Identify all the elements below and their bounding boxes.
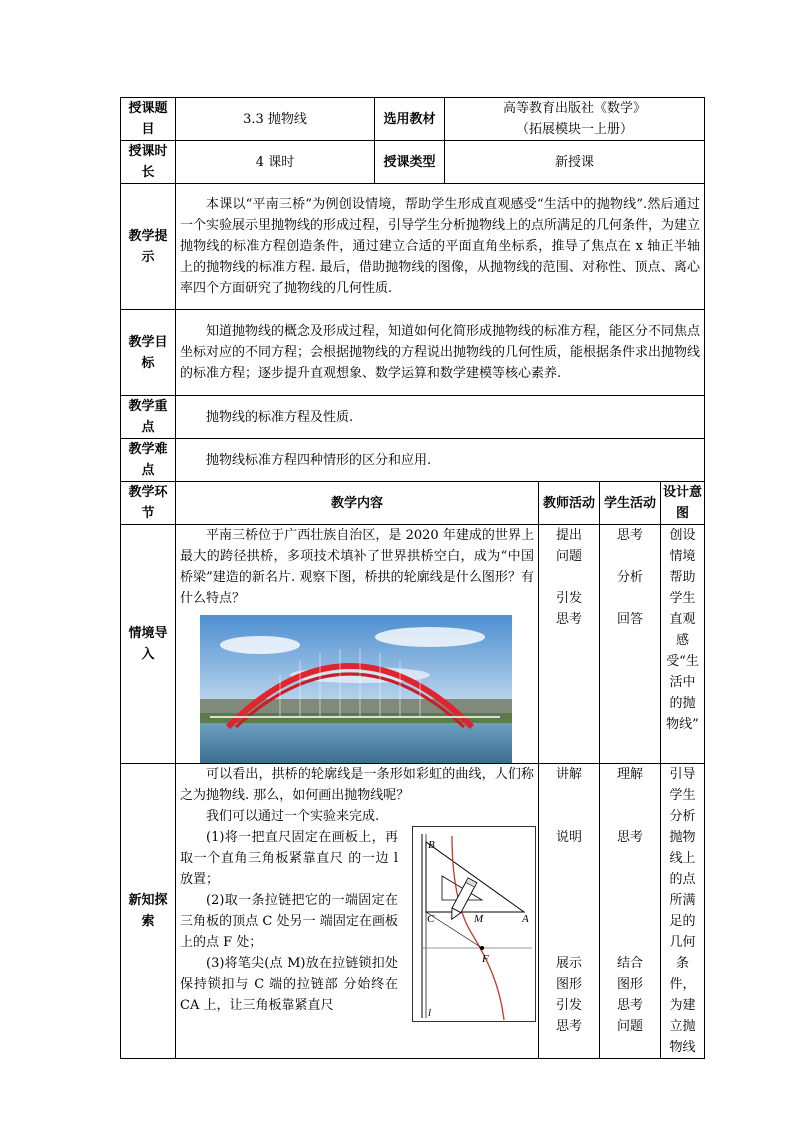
teacher-activity-item	[543, 932, 595, 953]
parabola-diagram	[412, 826, 536, 1022]
teacher-activity-item	[543, 890, 595, 911]
intro-teacher	[539, 525, 600, 764]
teacher-activity-item	[543, 869, 595, 890]
tips-cell	[176, 184, 705, 310]
label-A: A	[522, 913, 529, 925]
hours-row	[121, 141, 705, 184]
label-l: l	[428, 1007, 432, 1019]
column-header-row	[121, 482, 705, 525]
teacher-activity-item: 展示	[555, 956, 582, 971]
key-text: 抛物线的标准方程及性质.	[206, 409, 354, 425]
intro-intent: 创设情境帮助学生直观感受“生活中的抛物线”	[661, 525, 705, 764]
difficulty-text: 抛物线标准方程四种情形的区分和应用.	[206, 452, 432, 468]
explore-stage: 新知探索	[121, 764, 176, 1059]
intro-student	[600, 525, 661, 764]
teacher-activity-item: 引发	[555, 591, 582, 606]
student-activity-item	[604, 785, 656, 806]
teacher-activity-item: 图形	[555, 977, 582, 992]
explore-student-list	[604, 764, 656, 1037]
teacher-header: 教师活动	[539, 482, 600, 525]
textbook-line2: （拓展模块一上册）	[515, 122, 633, 137]
student-activity-item	[604, 932, 656, 953]
student-activity-item: 思考	[616, 830, 643, 845]
teacher-activity-item: 思考	[555, 612, 582, 627]
key-label: 教学重点	[121, 396, 176, 439]
topic-row	[121, 98, 705, 141]
intro-student-list	[604, 525, 656, 630]
explore-student	[600, 764, 661, 1059]
topic-label: 授课题目	[121, 98, 176, 141]
textbook-label: 选用教材	[375, 98, 445, 141]
teacher-activity-item: 思考	[555, 1019, 582, 1034]
teacher-activity-item: 提出	[555, 528, 582, 543]
teacher-activity-item: 引发	[555, 998, 582, 1013]
explore-intro2: 我们可以通过一个实验来完成.	[206, 809, 380, 824]
label-C: C	[427, 913, 435, 925]
student-activity-item	[604, 911, 656, 932]
hours-label: 授课时长	[121, 141, 176, 184]
key-cell	[176, 396, 705, 439]
student-activity-item: 分析	[616, 570, 643, 585]
bridge-photo	[200, 615, 512, 763]
section-intro-row	[121, 525, 705, 764]
label-M: M	[474, 913, 484, 925]
student-activity-item: 思考	[616, 528, 643, 543]
goals-cell	[176, 310, 705, 396]
teacher-activity-item	[543, 806, 595, 827]
student-activity-item: 思考	[616, 998, 643, 1013]
step-3: (3)将笔尖(点 M)放在拉链锁扣处保持锁扣与 C 端的拉链部 分始终在 CA 上，让三角板靠紧直尺	[180, 956, 398, 1013]
tips-row	[121, 184, 705, 310]
student-activity-item: 问题	[616, 1019, 643, 1034]
intro-text: 平南三桥位于广西壮族自治区，是 2020 年建成的世界上最大的跨径拱桥，多项技术填补了世界拱桥空白，成为“中国桥梁”建造的新名片. 观察下图，桥拱的轮廓线是什么图形？有什么特点？	[180, 528, 534, 606]
label-F: F	[482, 953, 489, 965]
type-label: 授课类型	[375, 141, 445, 184]
student-header: 学生活动	[600, 482, 661, 525]
intro-content	[176, 525, 539, 764]
content-header: 教学内容	[176, 482, 539, 525]
teacher-activity-item	[543, 785, 595, 806]
goals-text: 知道抛物线的概念及形成过程，知道如何化简形成抛物线的标准方程，能区分不同焦点坐标对应的不同方程；会根据抛物线的方程说出抛物线的几何性质，能根据条件求出抛物线的标准方程；逐步提升直观想象、数学运算和数学建模等核心素养.	[180, 324, 701, 381]
explore-wrap	[180, 764, 534, 1019]
key-row	[121, 396, 705, 439]
topic-value: 3.3 抛物线	[176, 98, 375, 141]
hours-value: 4 课时	[176, 141, 375, 184]
student-activity-item: 理解	[616, 767, 643, 782]
student-activity-item: 结合	[616, 956, 643, 971]
explore-intent: 引导学生分析抛物线上的点所满足的几何条件，为建立抛物线	[661, 764, 705, 1059]
student-activity-item	[604, 890, 656, 911]
explore-teacher	[539, 764, 600, 1059]
tips-label: 教学提示	[121, 184, 176, 310]
difficulty-label: 教学难点	[121, 439, 176, 482]
student-activity-item	[604, 588, 656, 609]
label-B: B	[428, 839, 435, 851]
intro-stage: 情境导入	[121, 525, 176, 764]
student-activity-item	[604, 869, 656, 890]
student-activity-item: 回答	[616, 612, 643, 627]
tips-text: 本课以“平南三桥”为例创设情境，帮助学生形成直观感受“生活中的抛物线”.然后通过一个实验展示里抛物线的形成过程，引导学生分析抛物线上的点所满足的几何条件，为建立抛物线的标准方程创造条件，通过建立合适的平面直角坐标系，推导了焦点在 x 轴正半轴上的抛物线的标准方程. 最后，借助抛物线的图像，从抛物线的范围、对称性、顶点、离心率四个方面研究了抛物线的几何性质.	[180, 197, 701, 296]
student-activity-item	[604, 546, 656, 567]
stage-header: 教学环节	[121, 482, 176, 525]
student-activity-item	[604, 806, 656, 827]
step-2: (2)取一条拉链把它的一端固定在三角板的顶点 C 处另一 端固定在画板上的点 F 处；	[180, 893, 398, 950]
explore-intro: 可以看出，拱桥的轮廓线是一条形如彩虹的曲线，人们称之为抛物线. 那么，如何画出抛物线呢？	[180, 767, 534, 803]
section-explore-row	[121, 764, 705, 1059]
student-activity-item: 图形	[616, 977, 643, 992]
intent-header: 设计意图	[661, 482, 705, 525]
type-value: 新授课	[445, 141, 705, 184]
textbook-line1: 高等教育出版社《数学》	[502, 101, 646, 116]
step-1: (1)将一把直尺固定在画板上，再取一个直角三角板紧靠直尺 的一边 l 放置；	[180, 830, 398, 887]
student-activity-item	[604, 848, 656, 869]
teacher-activity-item	[543, 848, 595, 869]
teacher-activity-item: 说明	[555, 830, 582, 845]
goals-label: 教学目标	[121, 310, 176, 396]
teacher-activity-item: 讲解	[555, 767, 582, 782]
steps	[180, 827, 398, 1016]
intro-teacher-list	[543, 525, 595, 630]
teacher-activity-item	[543, 567, 595, 588]
textbook-value	[445, 98, 705, 141]
difficulty-row	[121, 439, 705, 482]
lesson-plan-table	[120, 97, 705, 1059]
explore-teacher-list	[543, 764, 595, 1037]
difficulty-cell	[176, 439, 705, 482]
goals-row	[121, 310, 705, 396]
explore-content	[176, 764, 539, 1059]
teacher-activity-item	[543, 911, 595, 932]
teacher-activity-item: 问题	[555, 549, 582, 564]
